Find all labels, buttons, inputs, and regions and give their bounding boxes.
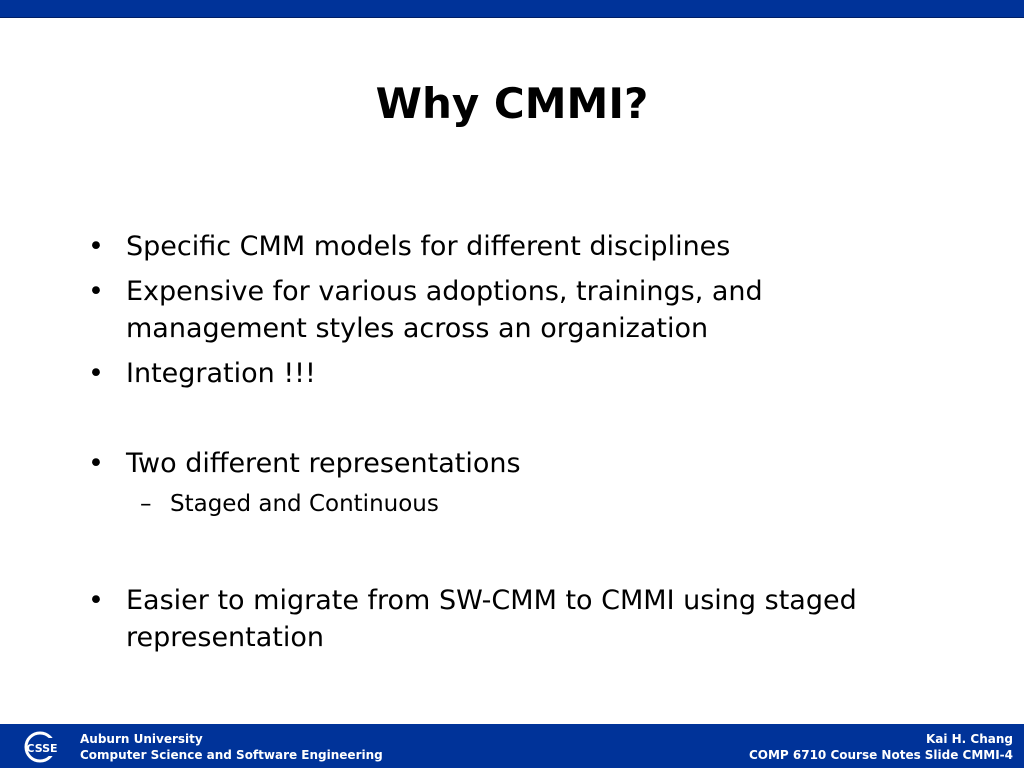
- bullet-marker: •: [88, 231, 104, 262]
- slide-body: [86, 228, 936, 656]
- bullet-item: [86, 273, 936, 347]
- bullet-text: Easier to migrate from SW-CMM to CMMI using staged representation: [126, 585, 857, 653]
- course-name: COMP 6710 Course Notes: [748, 748, 921, 762]
- bullet-item: [86, 228, 936, 265]
- top-header-bar: [0, 0, 1024, 18]
- bullet-marker: •: [88, 276, 104, 307]
- bullet-marker: •: [88, 448, 104, 479]
- sub-bullet-marker: –: [140, 491, 152, 517]
- bullet-text: Two different representations: [126, 448, 521, 479]
- slide-id: Slide CMMI-4: [924, 748, 1013, 762]
- footer-course-info: [749, 731, 1013, 763]
- bullet-item: [86, 445, 936, 482]
- author-name: Kai H. Chang: [925, 732, 1013, 746]
- footer-institution: [80, 731, 383, 763]
- bullet-text: Integration !!!: [126, 358, 316, 389]
- university-name: Auburn University: [80, 732, 203, 746]
- bullet-marker: •: [88, 585, 104, 616]
- bullet-text: Expensive for various adoptions, trainings, and management styles across an organization: [126, 276, 763, 344]
- course-slide-line: [749, 747, 1013, 763]
- csse-logo-icon: [22, 730, 62, 764]
- sub-bullet-text: Staged and Continuous: [170, 491, 439, 517]
- logo-text: CSSE: [26, 742, 58, 755]
- footer-bar: [0, 724, 1024, 768]
- department-name: Computer Science and Software Engineering: [80, 748, 383, 762]
- slide-title: Why CMMI?: [375, 79, 649, 128]
- bullet-marker: •: [88, 358, 104, 389]
- bullet-text: Specific CMM models for different disciplines: [126, 231, 731, 262]
- bullet-item: [86, 355, 936, 392]
- bullet-item: [86, 582, 936, 656]
- sub-bullet-item: [140, 488, 936, 520]
